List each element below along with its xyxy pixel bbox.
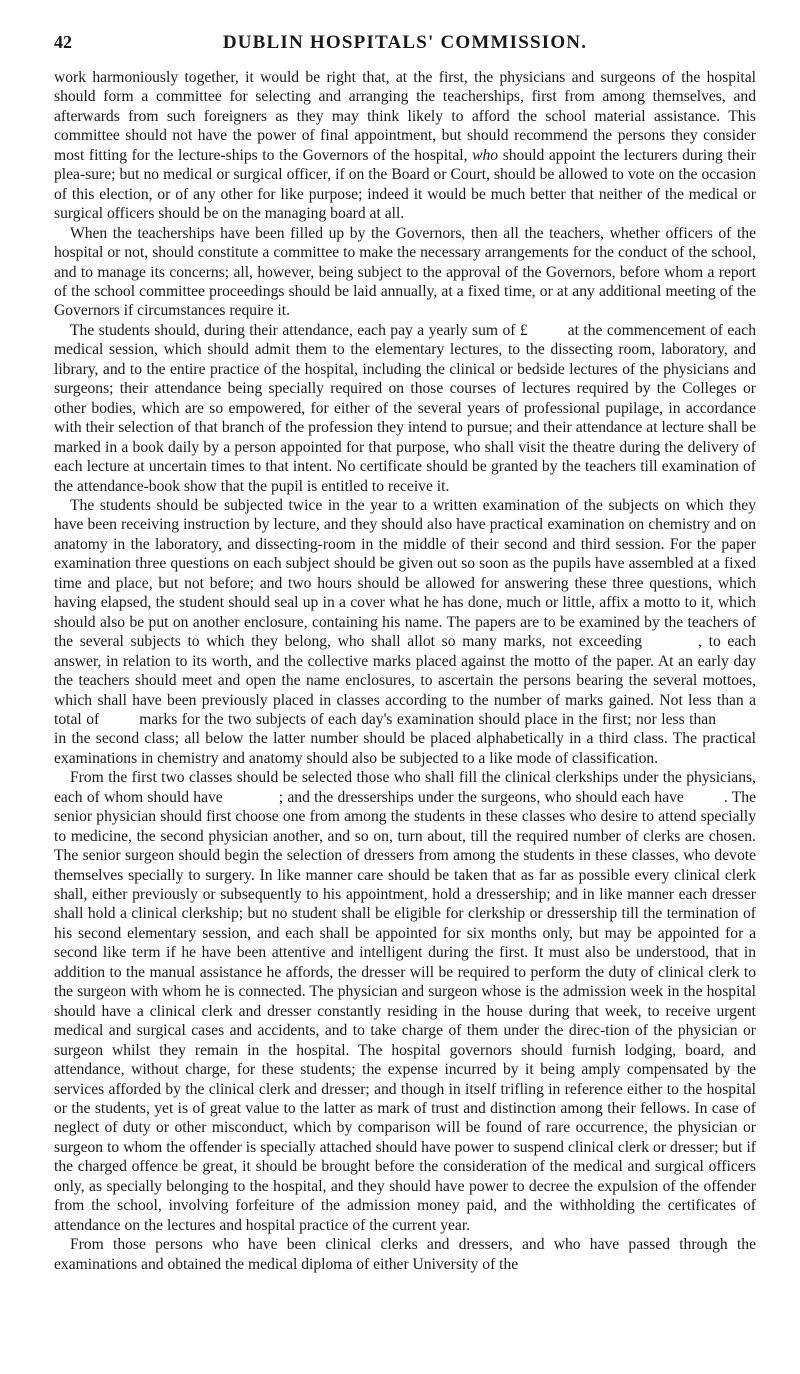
page-number: 42 <box>54 32 72 52</box>
paragraph-1 <box>54 68 756 224</box>
paragraph-4-text: The students should be subjected twice in the year to a written examination of the subjects on which they have been receiving instruction by lecture, and they should also have practical examination on chemistry and on anatomy in the laboratory, and dissecting-room in the middle of their second and third session. For the paper examination three questions on each subject should be given out so soon as the pupils have assembled at a fixed time and place, but not before; and two hours should be allowed for answering these three questions, which having elapsed, the student should seal up in a cover what he has done, much or little, affix a motto to it, which should also be put on another enclosure, containing his name. The papers are to be examined by the teachers of the several subjects to which they belong, who shall allot so many marks, not exceeding <box>54 496 756 651</box>
paragraph-1-emphasis: who <box>472 146 499 164</box>
paragraph-3 <box>54 321 756 496</box>
paragraph-6-text: From those persons who have been clinical clerks and dressers, and who have passed through the examinations and obtained the medical diploma of either University of the <box>54 1236 756 1273</box>
paragraph-2 <box>54 224 756 321</box>
paragraph-3-text-lead: The students should, during their attendance, each pay a yearly sum of £ <box>70 321 528 339</box>
paragraph-1-text-cont: should appoint the lecturers during their plea-sure; but no medical or surgical officer, if on the Board or Court, should be allowed to vote on the occasion of this election, or of any other for like purpose; indeed it would be much better that neither of the medical or surgical officers should be on the managing board at all. <box>54 146 756 223</box>
paragraph-4-text-d: in the second class; all below the latter number should be placed alphabetically in a third class. The practical examinations in chemistry and anatomy should also be subjected to a like mode of classification. <box>54 730 756 767</box>
paragraph-1-text: work harmoniously together, it would be right that, at the first, the physicians and surgeons of the hospital should form a committee for selecting and arranging the teacherships, first from among themselves, and afterwards from such foreigners as they may think likely to afford the school material assistance. This committee should not have the power of final appointment, but should recommend the persons they consider most fitting for the lecture-ships to the Governors of the hospital, <box>54 69 756 164</box>
paragraph-5 <box>54 768 756 1235</box>
running-head <box>54 32 756 62</box>
paragraph-2-text: When the teacherships have been filled up by the Governors, then all the teachers, whether officers of the hospital or not, should constitute a committee to make the necessary arrangements for the conduct of the school, and to manage its concerns; all, however, being subject to the approval of the Governors, before whom a report of the school committee proceedings should be laid annually, at a fixed time, or at any additional meeting of the Governors if circumstances require it. <box>54 224 756 320</box>
page-title: DUBLIN HOSPITALS' COMMISSION. <box>222 32 588 53</box>
body-text <box>54 68 756 1274</box>
paragraph-4-text-b: , to each answer, in relation to its worth, and the collective marks placed against the motto of the paper. At an early day the teachers should meet and open the name enclosures, to ascertain the persons bearing the several mottoes, which shall have been previously placed in classes according to the number of marks gained. Not less than a total of <box>54 633 756 728</box>
paragraph-3-text: at the commencement of each medical session, which should admit them to the elementary lectures, to the dissecting room, laboratory, and library, and to the entire practice of the hospital, including the clinical or bedside lectures of the physicians and surgeons; their attendance being specially required on those courses of lectures required by the Colleges or other bodies, which are so empowered, for either of the several years of professional pupilage, in accordance with their selection of that branch of the profession they intend to pursue; and their attendance at lecture shall be marked in a book daily by a person appointed for that purpose, who shall visit the theatre during the delivery of each lecture at uncertain times to that intent. No certificate should be granted by the teachers till examination of the attendance-book show that the pupil is entitled to receive it. <box>54 321 756 495</box>
paragraph-5-text-c: . The senior physician should first choose one from among the students in these classes who desire to attend specially to medicine, the second physician another, and so on, turn about, till the required number of clerks are chosen. The senior surgeon should begin the selection of dressers from among the students in these classes, who devote themselves specially to surgery. In like manner care should be taken that as far as possible every clinical clerk shall, either previously or subsequently to his appointment, hold a dressership; and in like manner each dresser shall hold a clinical clerkship; but no student shall be eligible for clerkship or dressership till the termination of his second elementary session, and each shall be appointed for six months only, but may be appointed for a second like term if he have been attentive and intelligent during the first. It must also be understood, that in addition to the manual assistance he affords, the dresser will be required to perform the duty of clinical clerk to the surgeon with whom he is connected. The physician and surgeon whose is the admission week in the hospital should have a clinical clerk and dresser constantly residing in the house during that week, to receive urgent medical and surgical cases and accidents, and to take charge of them under the direc-tion of the physician or surgeon whilst they remain in the hospital. The hospital governors should furnish lodging, board, and attendance, without charge, for these students; the expense incurred by it being amply compensated by the services afforded by the clinical clerk and dresser; and though in itself trifling in reference either to the hospital or the students, yet is of great value to the latter as mark of trust and distinction among their fellows. In case of neglect of duty or other misconduct, which by comparison will be found of rare occurrence, the physician or surgeon to whom the offender is specially attached should have power to suspend clinical clerk or dresser; but if the charged offence be great, it should be brought before the consideration of the medical and surgical officers only, as specially belonging to the hospital, and they should have power to decree the expulsion of the offender from the school, involving forfeiture of the admission money paid, and the withholding the certificates of attendance on the lectures and hospital practice of the current year. <box>54 788 756 1234</box>
paragraph-4-text-c: marks for the two subjects of each day's examination should place in the first; nor less than <box>139 710 716 728</box>
paragraph-5-text: From the first two classes should be selected those who shall fill the clinical clerkships under the physicians, each of whom should have <box>54 769 756 806</box>
paragraph-5-text-b: ; and the dresserships under the surgeons, who should each have <box>278 788 684 806</box>
paragraph-6 <box>54 1235 756 1274</box>
paragraph-4 <box>54 496 756 768</box>
